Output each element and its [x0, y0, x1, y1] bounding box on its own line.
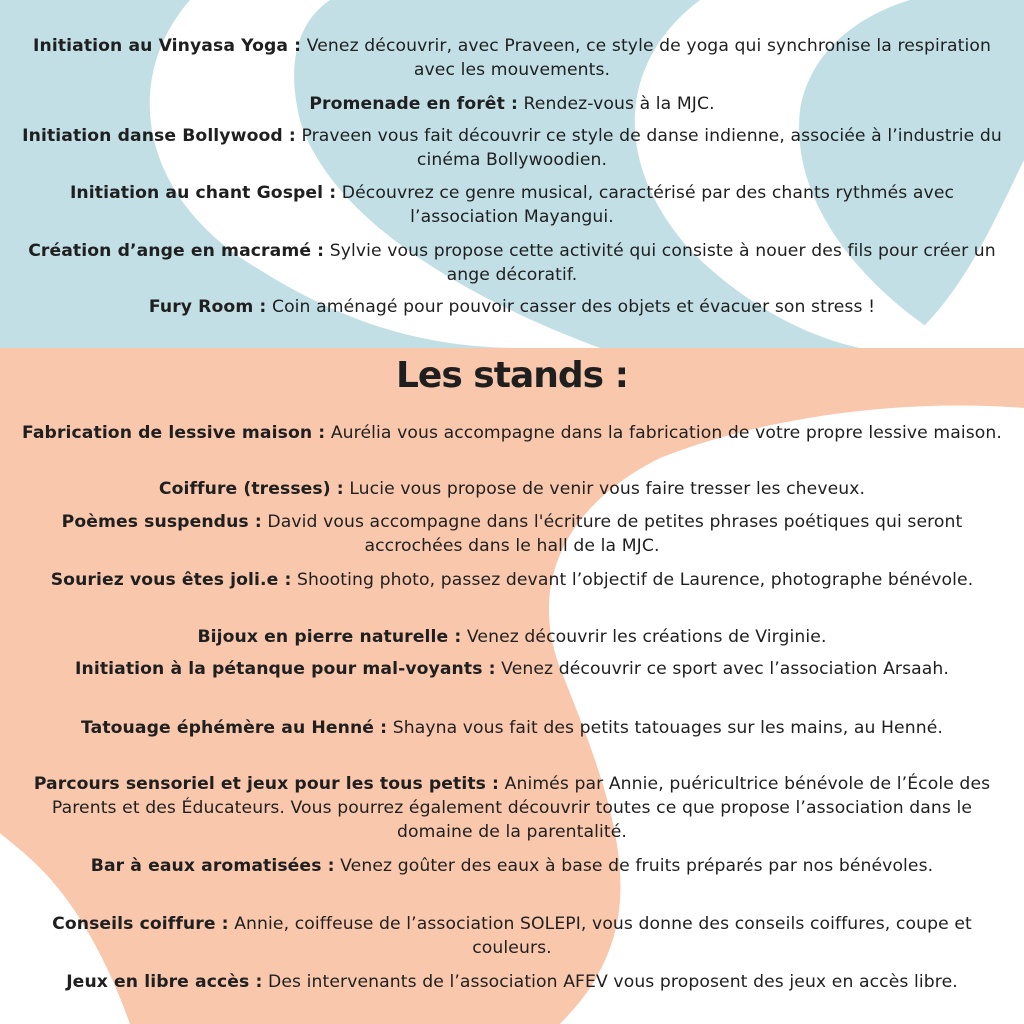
stand-text: Venez découvrir ce sport avec l’association Arsaah. [495, 659, 949, 679]
activity-macrame [20, 239, 1004, 287]
stand-text: Venez goûter des eaux à base de fruits préparés par nos bénévoles. [334, 856, 934, 876]
stand-bijoux [20, 625, 1004, 649]
stand-jeux [20, 970, 1004, 994]
stand-parcours [20, 772, 1004, 844]
stand-title: Coiffure (tresses) : [158, 479, 344, 499]
stand-title: Initiation à la pétanque pour mal-voyants : [75, 659, 496, 679]
activity-text: Praveen vous fait découvrir ce style de danse indienne, associée à l’industrie du cinéma Bollywoodien. [295, 126, 1002, 170]
activity-text: Venez découvrir, avec Praveen, ce style de yoga qui synchronise la respiration avec les mouvements. [301, 36, 991, 80]
activity-text: Rendez-vous à la MJC. [517, 94, 715, 114]
stand-text: Venez découvrir les créations de Virginie. [461, 627, 827, 647]
stand-poemes [20, 510, 1004, 558]
stand-lessive [20, 421, 1004, 445]
activity-promenade [20, 92, 1004, 116]
stand-petanque [20, 657, 1004, 681]
activity-title: Initiation au chant Gospel : [69, 183, 337, 203]
activity-fury-room [20, 295, 1004, 319]
activity-text: Sylvie vous propose cette activité qui consiste à nouer des fils pour créer un ange décoratif. [324, 241, 996, 285]
activity-title: Initiation au Vinyasa Yoga : [33, 36, 302, 56]
activity-text: Coin aménagé pour pouvoir casser des objets et évacuer son stress ! [266, 297, 876, 317]
stand-tatouage [20, 716, 1004, 740]
stand-title: Souriez vous êtes joli.e : [50, 570, 292, 590]
stand-bar [20, 854, 1004, 878]
stand-title: Fabrication de lessive maison : [22, 423, 326, 443]
activity-title: Fury Room : [148, 297, 267, 317]
activity-title: Initiation danse Bollywood : [22, 126, 296, 146]
stand-coiffure-tresses [20, 477, 1004, 501]
stand-text: Animés par Annie, puéricultrice bénévole de l’École des Parents et des Éducateurs. Vous pourrez également découvrir toutes ce que propose l’association dans le domaine de la parentalité. [51, 774, 991, 842]
stand-title: Bijoux en pierre naturelle : [197, 627, 462, 647]
stand-title: Poèmes suspendus : [61, 512, 262, 532]
stand-text: Annie, coiffeuse de l’association SOLEPI, vous donne des conseils coiffures, coupe et couleurs. [228, 914, 972, 958]
stand-text: Des intervenants de l’association AFEV vous proposent des jeux en accès libre. [262, 972, 958, 992]
stand-text: Shooting photo, passez devant l’objectif de Laurence, photographe bénévole. [291, 570, 974, 590]
stands-heading: Les stands : [395, 355, 628, 396]
stand-title: Jeux en libre accès : [66, 972, 263, 992]
stand-text: Shayna vous fait des petits tatouages sur les mains, au Henné. [387, 718, 943, 738]
activity-gospel [20, 181, 1004, 229]
activity-bollywood [20, 124, 1004, 172]
stand-text: Lucie vous propose de venir vous faire tresser les cheveux. [343, 479, 866, 499]
stand-conseils-coiffure [20, 912, 1004, 960]
stand-title: Tatouage éphémère au Henné : [81, 718, 388, 738]
stand-title: Conseils coiffure : [52, 914, 229, 934]
activity-vinyasa-yoga [20, 34, 1004, 82]
stand-text: Aurélia vous accompagne dans la fabrication de votre propre lessive maison. [325, 423, 1002, 443]
activity-title: Création d’ange en macramé : [28, 241, 325, 261]
activity-text: Découvrez ce genre musical, caractérisé par des chants rythmés avec l’association Mayangui. [336, 183, 955, 227]
stand-title: Parcours sensoriel et jeux pour les tous petits : [33, 774, 500, 794]
activity-title: Promenade en forêt : [309, 94, 518, 114]
stand-text: David vous accompagne dans l'écriture de petites phrases poétiques qui seront accrochées dans le hall de la MJC. [261, 512, 963, 556]
stand-title: Bar à eaux aromatisées : [90, 856, 335, 876]
stand-photo [20, 568, 1004, 592]
